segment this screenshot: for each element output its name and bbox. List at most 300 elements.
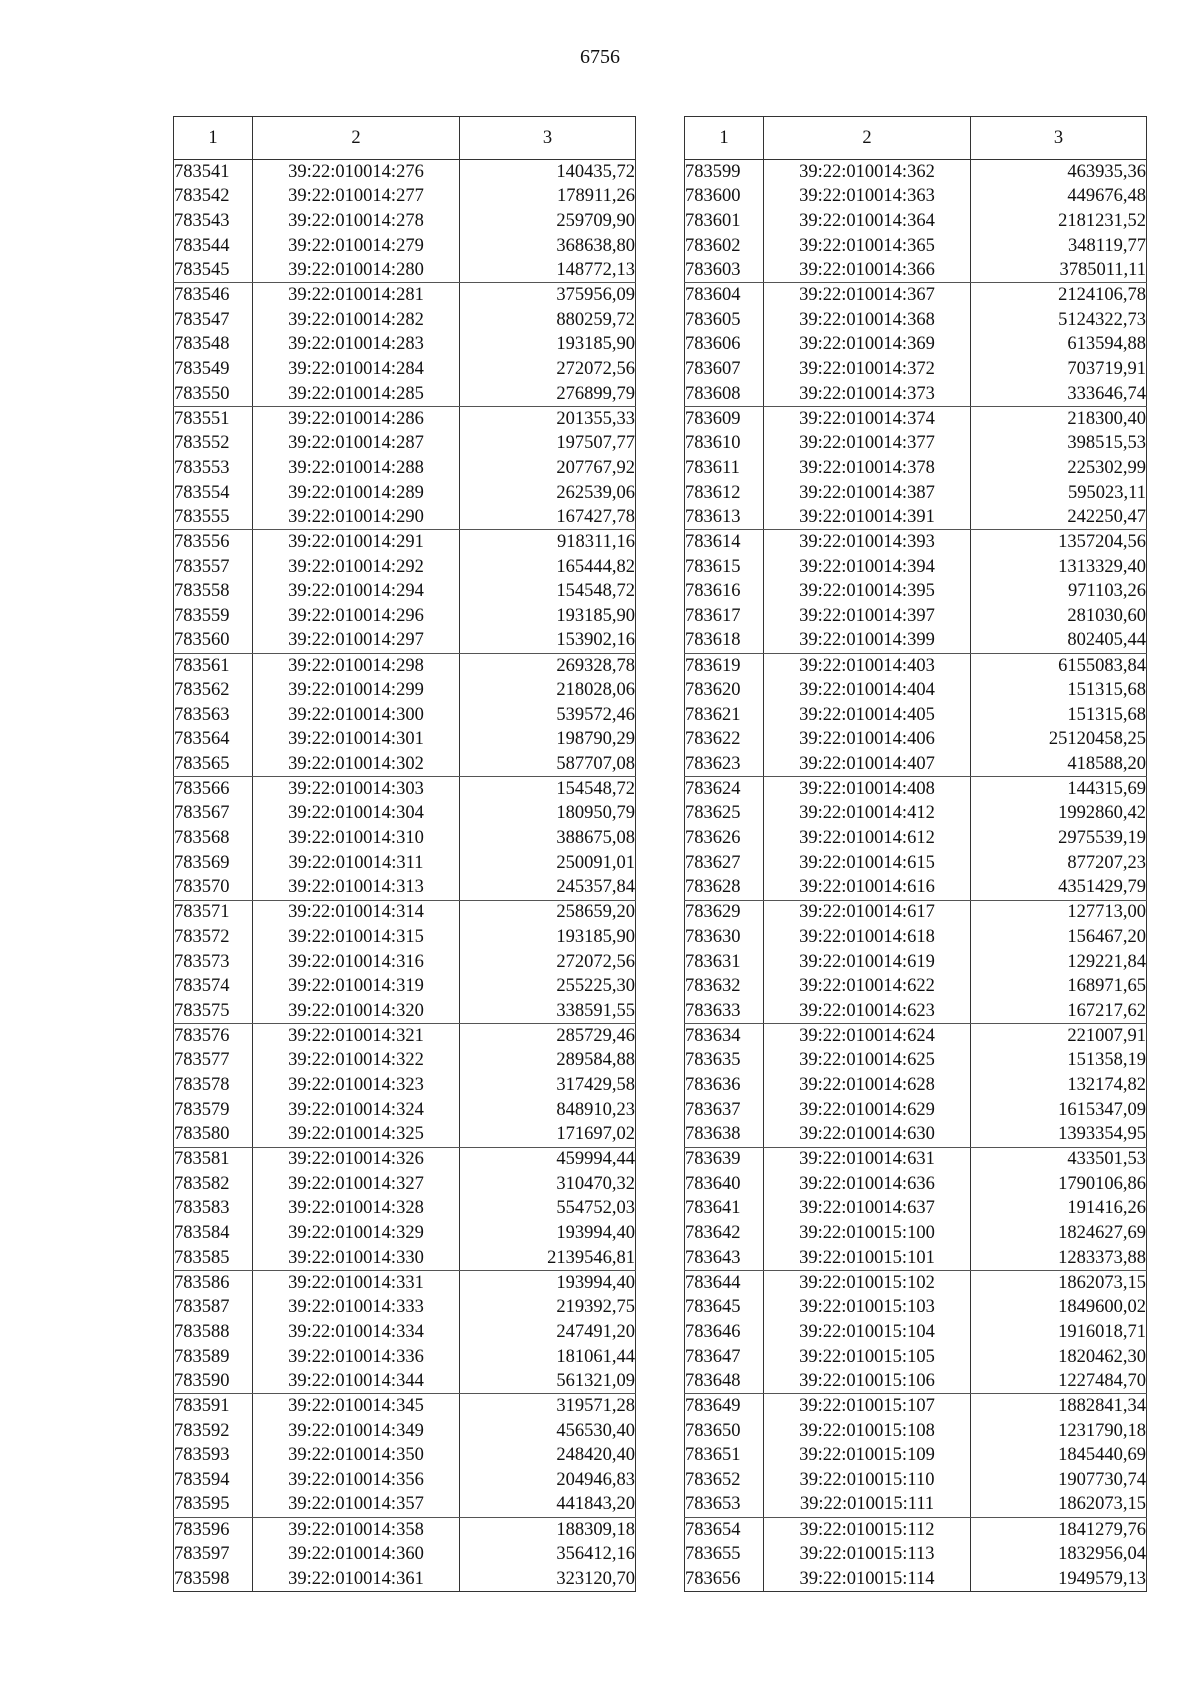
row-number-cell: 783651: [685, 1443, 764, 1468]
row-number-cell: 783628: [685, 875, 764, 900]
table-row: [174, 184, 636, 209]
row-number-cell: 783565: [174, 752, 253, 777]
cadastral-number-cell: 39:22:010014:344: [253, 1369, 460, 1394]
value-cell: 171697,02: [460, 1122, 636, 1147]
value-cell: 272072,56: [460, 357, 636, 382]
cadastral-number-cell: 39:22:010015:106: [764, 1369, 971, 1394]
value-cell: 201355,33: [460, 406, 636, 431]
table-row: [685, 357, 1147, 382]
row-number-cell: 783569: [174, 851, 253, 876]
value-cell: 144315,69: [971, 777, 1147, 802]
table-right-body: [685, 160, 1147, 1592]
row-number-cell: 783647: [685, 1345, 764, 1370]
column-header-2: 2: [764, 117, 971, 160]
row-number-cell: 783638: [685, 1122, 764, 1147]
value-cell: 272072,56: [460, 950, 636, 975]
cadastral-number-cell: 39:22:010014:325: [253, 1122, 460, 1147]
row-number-cell: 783576: [174, 1024, 253, 1049]
cadastral-number-cell: 39:22:010014:630: [764, 1122, 971, 1147]
value-cell: 441843,20: [460, 1493, 636, 1518]
cadastral-number-cell: 39:22:010014:302: [253, 752, 460, 777]
cadastral-number-cell: 39:22:010014:304: [253, 801, 460, 826]
row-number-cell: 783613: [685, 505, 764, 530]
cadastral-number-cell: 39:22:010014:378: [764, 456, 971, 481]
table-row: [685, 579, 1147, 604]
cadastral-number-cell: 39:22:010014:330: [253, 1246, 460, 1271]
table-row: [174, 1517, 636, 1542]
value-cell: 1949579,13: [971, 1567, 1147, 1592]
row-number-cell: 783551: [174, 406, 253, 431]
row-number-cell: 783542: [174, 184, 253, 209]
row-number-cell: 783582: [174, 1172, 253, 1197]
row-number-cell: 783549: [174, 357, 253, 382]
value-cell: 433501,53: [971, 1147, 1147, 1172]
row-number-cell: 783619: [685, 653, 764, 678]
table-row: [174, 999, 636, 1024]
cadastral-number-cell: 39:22:010015:114: [764, 1567, 971, 1592]
cadastral-number-cell: 39:22:010014:412: [764, 801, 971, 826]
value-cell: 1313329,40: [971, 555, 1147, 580]
table-row: [685, 431, 1147, 456]
cadastral-number-cell: 39:22:010014:319: [253, 974, 460, 999]
table-row: [174, 1098, 636, 1123]
table-row: [685, 1073, 1147, 1098]
cadastral-number-cell: 39:22:010015:100: [764, 1221, 971, 1246]
cadastral-number-cell: 39:22:010014:285: [253, 382, 460, 407]
table-row: [685, 1221, 1147, 1246]
value-cell: 193185,90: [460, 332, 636, 357]
cadastral-number-cell: 39:22:010014:619: [764, 950, 971, 975]
row-number-cell: 783612: [685, 480, 764, 505]
table-row: [174, 456, 636, 481]
table-row: [174, 209, 636, 234]
value-cell: 2124106,78: [971, 283, 1147, 308]
row-number-cell: 783548: [174, 332, 253, 357]
value-cell: 356412,16: [460, 1542, 636, 1567]
table-row: [685, 1345, 1147, 1370]
cadastral-number-cell: 39:22:010014:283: [253, 332, 460, 357]
row-number-cell: 783544: [174, 234, 253, 259]
value-cell: 281030,60: [971, 604, 1147, 629]
table-row: [685, 505, 1147, 530]
table-row: [685, 209, 1147, 234]
cadastral-number-cell: 39:22:010015:107: [764, 1394, 971, 1419]
row-number-cell: 783608: [685, 382, 764, 407]
row-number-cell: 783546: [174, 283, 253, 308]
table-row: [174, 1270, 636, 1295]
value-cell: 207767,92: [460, 456, 636, 481]
row-number-cell: 783578: [174, 1073, 253, 1098]
row-number-cell: 783620: [685, 678, 764, 703]
table-row: [174, 752, 636, 777]
cadastral-number-cell: 39:22:010014:377: [764, 431, 971, 456]
value-cell: 333646,74: [971, 382, 1147, 407]
cadastral-number-cell: 39:22:010014:628: [764, 1073, 971, 1098]
table-left: [173, 116, 636, 1592]
value-cell: 285729,46: [460, 1024, 636, 1049]
value-cell: 153902,16: [460, 629, 636, 654]
cadastral-number-cell: 39:22:010014:298: [253, 653, 460, 678]
table-row: [685, 1493, 1147, 1518]
table-row: [685, 1147, 1147, 1172]
value-cell: 418588,20: [971, 752, 1147, 777]
value-cell: 1862073,15: [971, 1270, 1147, 1295]
cadastral-number-cell: 39:22:010014:281: [253, 283, 460, 308]
value-cell: 151358,19: [971, 1048, 1147, 1073]
row-number-cell: 783560: [174, 629, 253, 654]
cadastral-number-cell: 39:22:010014:623: [764, 999, 971, 1024]
value-cell: 191416,26: [971, 1196, 1147, 1221]
cadastral-number-cell: 39:22:010014:365: [764, 234, 971, 259]
cadastral-number-cell: 39:22:010014:362: [764, 160, 971, 185]
value-cell: 193994,40: [460, 1270, 636, 1295]
value-cell: 148772,13: [460, 258, 636, 283]
value-cell: 188309,18: [460, 1517, 636, 1542]
table-row: [685, 752, 1147, 777]
cadastral-number-cell: 39:22:010014:629: [764, 1098, 971, 1123]
table-row: [685, 308, 1147, 333]
cadastral-number-cell: 39:22:010014:350: [253, 1443, 460, 1468]
value-cell: 156467,20: [971, 925, 1147, 950]
cadastral-number-cell: 39:22:010014:358: [253, 1517, 460, 1542]
table-row: [685, 1517, 1147, 1542]
table-row: [174, 1542, 636, 1567]
value-cell: 127713,00: [971, 900, 1147, 925]
table-row: [685, 1320, 1147, 1345]
value-cell: 848910,23: [460, 1098, 636, 1123]
row-number-cell: 783630: [685, 925, 764, 950]
table-row: [685, 875, 1147, 900]
value-cell: 388675,08: [460, 826, 636, 851]
table-row: [685, 160, 1147, 185]
table-row: [685, 1246, 1147, 1271]
value-cell: 1832956,04: [971, 1542, 1147, 1567]
value-cell: 1357204,56: [971, 530, 1147, 555]
cadastral-number-cell: 39:22:010014:288: [253, 456, 460, 481]
row-number-cell: 783614: [685, 530, 764, 555]
cadastral-number-cell: 39:22:010015:109: [764, 1443, 971, 1468]
row-number-cell: 783585: [174, 1246, 253, 1271]
cadastral-number-cell: 39:22:010014:374: [764, 406, 971, 431]
row-number-cell: 783654: [685, 1517, 764, 1542]
value-cell: 877207,23: [971, 851, 1147, 876]
cadastral-number-cell: 39:22:010015:113: [764, 1542, 971, 1567]
row-number-cell: 783590: [174, 1369, 253, 1394]
value-cell: 1615347,09: [971, 1098, 1147, 1123]
value-cell: 198790,29: [460, 727, 636, 752]
cadastral-number-cell: 39:22:010014:394: [764, 555, 971, 580]
table-row: [174, 234, 636, 259]
row-number-cell: 783636: [685, 1073, 764, 1098]
cadastral-number-cell: 39:22:010014:299: [253, 678, 460, 703]
row-number-cell: 783572: [174, 925, 253, 950]
cadastral-number-cell: 39:22:010014:336: [253, 1345, 460, 1370]
row-number-cell: 783641: [685, 1196, 764, 1221]
row-number-cell: 783563: [174, 703, 253, 728]
value-cell: 880259,72: [460, 308, 636, 333]
value-cell: 193185,90: [460, 604, 636, 629]
value-cell: 247491,20: [460, 1320, 636, 1345]
table-row: [685, 1295, 1147, 1320]
value-cell: 245357,84: [460, 875, 636, 900]
row-number-cell: 783606: [685, 332, 764, 357]
value-cell: 561321,09: [460, 1369, 636, 1394]
row-number-cell: 783580: [174, 1122, 253, 1147]
table-row: [174, 505, 636, 530]
table-row: [685, 530, 1147, 555]
cadastral-number-cell: 39:22:010014:291: [253, 530, 460, 555]
value-cell: 2975539,19: [971, 826, 1147, 851]
row-number-cell: 783597: [174, 1542, 253, 1567]
value-cell: 154548,72: [460, 777, 636, 802]
value-cell: 703719,91: [971, 357, 1147, 382]
value-cell: 204946,83: [460, 1468, 636, 1493]
value-cell: 368638,80: [460, 234, 636, 259]
row-number-cell: 783561: [174, 653, 253, 678]
cadastral-number-cell: 39:22:010014:372: [764, 357, 971, 382]
value-cell: 2139546,81: [460, 1246, 636, 1271]
value-cell: 5124322,73: [971, 308, 1147, 333]
table-row: [685, 1567, 1147, 1592]
table-row: [685, 653, 1147, 678]
cadastral-number-cell: 39:22:010014:294: [253, 579, 460, 604]
cadastral-number-cell: 39:22:010014:404: [764, 678, 971, 703]
value-cell: 3785011,11: [971, 258, 1147, 283]
row-number-cell: 783583: [174, 1196, 253, 1221]
table-row: [174, 431, 636, 456]
table-row: [174, 1196, 636, 1221]
row-number-cell: 783555: [174, 505, 253, 530]
table-row: [685, 406, 1147, 431]
value-cell: 348119,77: [971, 234, 1147, 259]
cadastral-number-cell: 39:22:010014:408: [764, 777, 971, 802]
value-cell: 1841279,76: [971, 1517, 1147, 1542]
value-cell: 262539,06: [460, 480, 636, 505]
table-row: [685, 1172, 1147, 1197]
value-cell: 151315,68: [971, 703, 1147, 728]
row-number-cell: 783639: [685, 1147, 764, 1172]
value-cell: 193994,40: [460, 1221, 636, 1246]
row-number-cell: 783642: [685, 1221, 764, 1246]
value-cell: 802405,44: [971, 629, 1147, 654]
cadastral-number-cell: 39:22:010014:316: [253, 950, 460, 975]
row-number-cell: 783601: [685, 209, 764, 234]
table-row: [174, 1073, 636, 1098]
cadastral-number-cell: 39:22:010014:311: [253, 851, 460, 876]
value-cell: 269328,78: [460, 653, 636, 678]
table-row: [685, 1270, 1147, 1295]
row-number-cell: 783634: [685, 1024, 764, 1049]
table-row: [174, 851, 636, 876]
cadastral-number-cell: 39:22:010014:397: [764, 604, 971, 629]
value-cell: 197507,77: [460, 431, 636, 456]
cadastral-number-cell: 39:22:010014:322: [253, 1048, 460, 1073]
table-row: [174, 258, 636, 283]
cadastral-number-cell: 39:22:010015:104: [764, 1320, 971, 1345]
value-cell: 1882841,34: [971, 1394, 1147, 1419]
cadastral-number-cell: 39:22:010014:395: [764, 579, 971, 604]
value-cell: 317429,58: [460, 1073, 636, 1098]
table-row: [685, 258, 1147, 283]
value-cell: 250091,01: [460, 851, 636, 876]
row-number-cell: 783591: [174, 1394, 253, 1419]
value-cell: 151315,68: [971, 678, 1147, 703]
cadastral-number-cell: 39:22:010014:406: [764, 727, 971, 752]
table-left-header: [174, 117, 636, 160]
value-cell: 165444,82: [460, 555, 636, 580]
value-cell: 554752,03: [460, 1196, 636, 1221]
row-number-cell: 783550: [174, 382, 253, 407]
row-number-cell: 783557: [174, 555, 253, 580]
value-cell: 242250,47: [971, 505, 1147, 530]
cadastral-number-cell: 39:22:010014:364: [764, 209, 971, 234]
cadastral-number-cell: 39:22:010014:289: [253, 480, 460, 505]
row-number-cell: 783568: [174, 826, 253, 851]
table-row: [174, 604, 636, 629]
table-row: [685, 703, 1147, 728]
table-row: [685, 974, 1147, 999]
value-cell: 129221,84: [971, 950, 1147, 975]
row-number-cell: 783611: [685, 456, 764, 481]
table-row: [174, 1246, 636, 1271]
value-cell: 25120458,25: [971, 727, 1147, 752]
row-number-cell: 783656: [685, 1567, 764, 1592]
cadastral-number-cell: 39:22:010014:279: [253, 234, 460, 259]
value-cell: 218028,06: [460, 678, 636, 703]
cadastral-number-cell: 39:22:010014:637: [764, 1196, 971, 1221]
value-cell: 276899,79: [460, 382, 636, 407]
row-number-cell: 783648: [685, 1369, 764, 1394]
row-number-cell: 783559: [174, 604, 253, 629]
value-cell: 1845440,69: [971, 1443, 1147, 1468]
table-row: [685, 999, 1147, 1024]
table-row: [174, 283, 636, 308]
cadastral-number-cell: 39:22:010014:286: [253, 406, 460, 431]
table-row: [685, 801, 1147, 826]
row-number-cell: 783653: [685, 1493, 764, 1518]
cadastral-number-cell: 39:22:010014:631: [764, 1147, 971, 1172]
table-row: [685, 851, 1147, 876]
cadastral-number-cell: 39:22:010014:368: [764, 308, 971, 333]
value-cell: 539572,46: [460, 703, 636, 728]
table-right: [684, 116, 1147, 1592]
value-cell: 1862073,15: [971, 1493, 1147, 1518]
row-number-cell: 783574: [174, 974, 253, 999]
value-cell: 1231790,18: [971, 1419, 1147, 1444]
table-row: [685, 1419, 1147, 1444]
cadastral-number-cell: 39:22:010014:310: [253, 826, 460, 851]
value-cell: 613594,88: [971, 332, 1147, 357]
cadastral-number-cell: 39:22:010014:615: [764, 851, 971, 876]
cadastral-number-cell: 39:22:010015:108: [764, 1419, 971, 1444]
table-row: [174, 1048, 636, 1073]
table-row: [685, 184, 1147, 209]
row-number-cell: 783604: [685, 283, 764, 308]
value-cell: 1227484,70: [971, 1369, 1147, 1394]
value-cell: 918311,16: [460, 530, 636, 555]
table-row: [174, 382, 636, 407]
table-row: [174, 801, 636, 826]
table-row: [174, 555, 636, 580]
table-row: [174, 1320, 636, 1345]
table-row: [174, 1221, 636, 1246]
row-number-cell: 783631: [685, 950, 764, 975]
table-row: [174, 826, 636, 851]
value-cell: 219392,75: [460, 1295, 636, 1320]
cadastral-number-cell: 39:22:010014:292: [253, 555, 460, 580]
cadastral-number-cell: 39:22:010014:323: [253, 1073, 460, 1098]
value-cell: 587707,08: [460, 752, 636, 777]
cadastral-number-cell: 39:22:010014:403: [764, 653, 971, 678]
value-cell: 248420,40: [460, 1443, 636, 1468]
row-number-cell: 783605: [685, 308, 764, 333]
row-number-cell: 783625: [685, 801, 764, 826]
table-row: [174, 357, 636, 382]
value-cell: 178911,26: [460, 184, 636, 209]
cadastral-number-cell: 39:22:010014:612: [764, 826, 971, 851]
row-number-cell: 783571: [174, 900, 253, 925]
table-row: [174, 1394, 636, 1419]
row-number-cell: 783588: [174, 1320, 253, 1345]
cadastral-number-cell: 39:22:010014:282: [253, 308, 460, 333]
cadastral-number-cell: 39:22:010014:296: [253, 604, 460, 629]
value-cell: 218300,40: [971, 406, 1147, 431]
table-row: [685, 234, 1147, 259]
cadastral-number-cell: 39:22:010014:349: [253, 1419, 460, 1444]
table-row: [174, 1419, 636, 1444]
value-cell: 258659,20: [460, 900, 636, 925]
row-number-cell: 783633: [685, 999, 764, 1024]
cadastral-number-cell: 39:22:010014:356: [253, 1468, 460, 1493]
cadastral-number-cell: 39:22:010014:618: [764, 925, 971, 950]
value-cell: 255225,30: [460, 974, 636, 999]
cadastral-number-cell: 39:22:010015:105: [764, 1345, 971, 1370]
row-number-cell: 783547: [174, 308, 253, 333]
column-header-3: 3: [460, 117, 636, 160]
row-number-cell: 783645: [685, 1295, 764, 1320]
cadastral-number-cell: 39:22:010014:361: [253, 1567, 460, 1592]
row-number-cell: 783615: [685, 555, 764, 580]
cadastral-number-cell: 39:22:010014:617: [764, 900, 971, 925]
row-number-cell: 783552: [174, 431, 253, 456]
table-row: [174, 875, 636, 900]
value-cell: 259709,90: [460, 209, 636, 234]
table-row: [685, 604, 1147, 629]
table-left-body: [174, 160, 636, 1592]
table-row: [685, 900, 1147, 925]
table-row: [174, 777, 636, 802]
column-header-2: 2: [253, 117, 460, 160]
row-number-cell: 783622: [685, 727, 764, 752]
table-row: [174, 579, 636, 604]
table-row: [685, 1098, 1147, 1123]
row-number-cell: 783594: [174, 1468, 253, 1493]
cadastral-number-cell: 39:22:010014:391: [764, 505, 971, 530]
row-number-cell: 783562: [174, 678, 253, 703]
row-number-cell: 783579: [174, 1098, 253, 1123]
value-cell: 154548,72: [460, 579, 636, 604]
column-header-1: 1: [685, 117, 764, 160]
row-number-cell: 783596: [174, 1517, 253, 1542]
table-row: [174, 925, 636, 950]
cadastral-number-cell: 39:22:010014:303: [253, 777, 460, 802]
cadastral-number-cell: 39:22:010014:329: [253, 1221, 460, 1246]
table-row: [174, 1567, 636, 1592]
row-number-cell: 783566: [174, 777, 253, 802]
cadastral-number-cell: 39:22:010014:326: [253, 1147, 460, 1172]
cadastral-number-cell: 39:22:010015:111: [764, 1493, 971, 1518]
table-row: [685, 950, 1147, 975]
